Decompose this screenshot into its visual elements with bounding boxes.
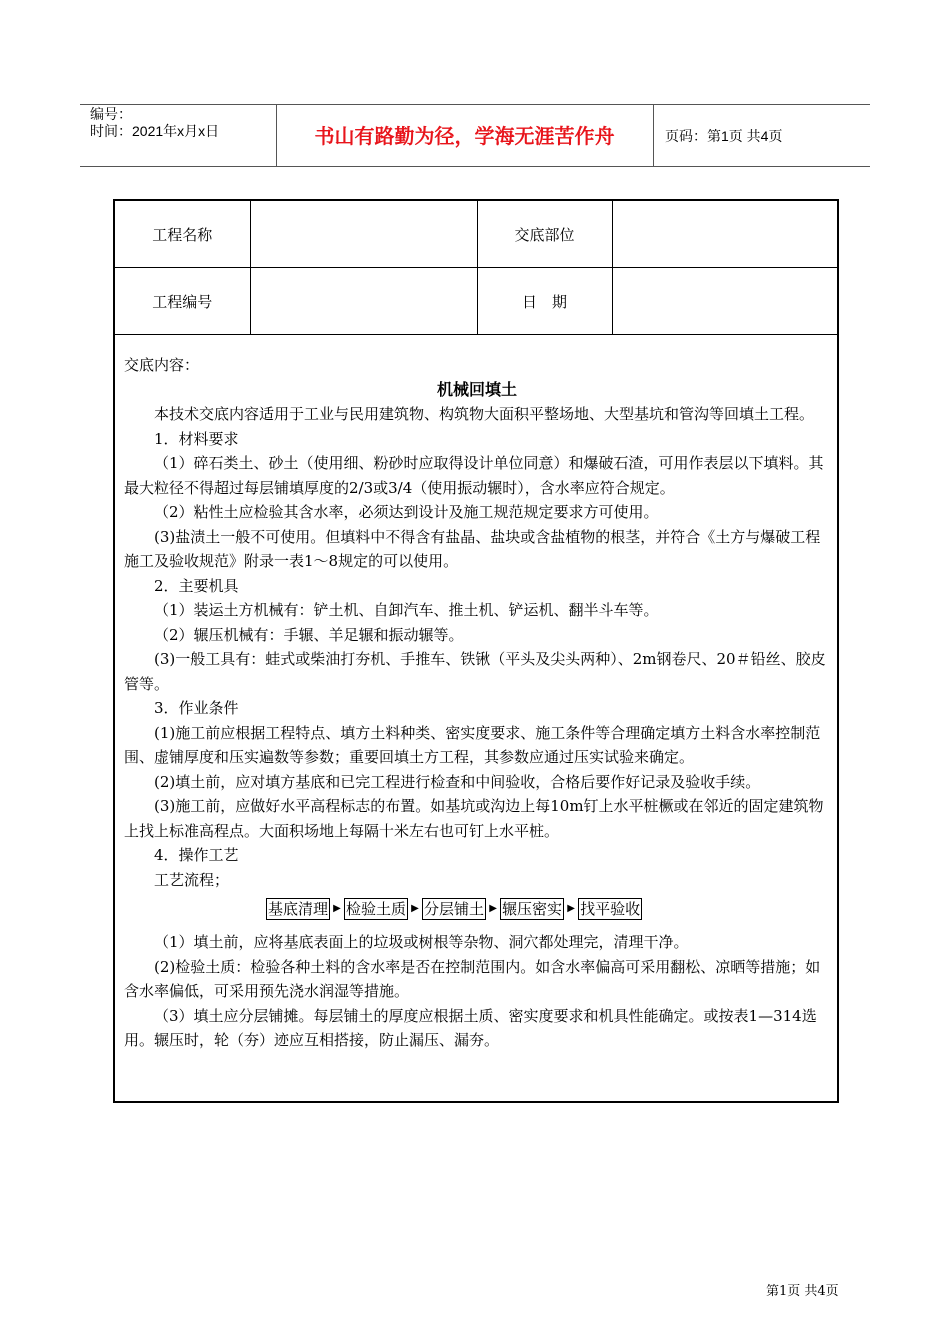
header-page-label: 页码：第1页 共4页 — [665, 128, 783, 144]
flow-step: 基底清理 — [268, 900, 329, 918]
paragraph: (3)一般工具有：蛙式或柴油打夯机、手推车、铁锹（平头及尖头两种）、2m钢卷尺、20＃铅丝、胶皮管等。 — [124, 650, 826, 693]
flow-step: 辗压密实 — [502, 900, 563, 918]
content-label: 交底内容： — [124, 356, 200, 374]
disclosure-form — [113, 199, 839, 1103]
section-heading: 3．作业条件 — [154, 699, 239, 717]
paragraph: 本技术交底内容适用于工业与民用建筑物、构筑物大面积平整场地、大型基坑和管沟等回填土工程。 — [154, 405, 815, 423]
header-time-label: 时间：2021年x月x日 — [90, 123, 220, 139]
paragraph: （1）填土前，应将基底表面上的垃圾或树根等杂物、洞穴都处理完，清理干净。 — [154, 933, 689, 951]
disclosure-part-label: 交底部位 — [477, 201, 612, 268]
arrow-right-icon: ▶ — [489, 902, 497, 914]
paragraph: 工艺流程； — [154, 870, 230, 889]
paragraph: （3）填土应分层铺摊。每层铺土的厚度应根据土质、密实度要求和机具性能确定。或按表1—314选用。辗压时，轮（夯）迹应互相搭接，防止漏压、漏夯。 — [124, 1006, 817, 1049]
flow-step: 找平验收 — [580, 900, 641, 918]
paragraph: (1)施工前应根据工程特点、填方土料种类、密实度要求、施工条件等合理确定填方土料含水率控制范围、虚铺厚度和压实遍数等参数；重要回填土方工程，其参数应通过压实试验来确定。 — [124, 723, 821, 766]
arrow-right-icon: ▶ — [567, 902, 575, 914]
header-bottom-rule — [80, 166, 870, 167]
project-number-value[interactable] — [250, 268, 477, 335]
section-heading: 1．材料要求 — [154, 429, 239, 448]
paragraph: （2）粘性土应检验其含水率，必须达到设计及施工规范规定要求方可使用。 — [154, 503, 659, 521]
arrow-right-icon: ▶ — [333, 902, 341, 914]
header-number-label: 编号： — [90, 106, 132, 122]
header-motto: 书山有路勤为径，学海无涯苦作舟 — [314, 124, 615, 148]
project-number-label: 工程编号 — [115, 268, 250, 335]
flow-step: 检验土质 — [346, 900, 407, 918]
paragraph: (2)检验土质：检验各种土料的含水率是否在控制范围内。如含水率偏高可采用翻松、凉晒等措施；如含水率偏低，可采用预先浇水润湿等措施。 — [124, 957, 821, 1000]
paragraph: (2)填土前，应对填方基底和已完工程进行检查和中间验收，合格后要作好记录及验收手续。 — [154, 772, 761, 791]
arrow-right-icon: ▶ — [411, 902, 419, 914]
paragraph: （2）辗压机械有：手辗、羊足辗和振动辗等。 — [154, 625, 464, 644]
table-row — [115, 201, 837, 268]
content-title: 机械回填土 — [436, 379, 517, 399]
paragraph: (3)盐渍土一般不可使用。但填料中不得含有盐晶、盐块或含盐植物的根茎，并符合《土方与爆破工程施工及验收规范》附录一表1～8规定的可以使用。 — [124, 527, 821, 570]
date-value[interactable] — [612, 268, 837, 335]
header-top-rule — [80, 104, 870, 105]
paragraph: （1）装运土方机械有：铲土机、自卸汽车、推土机、铲运机、翻半斗车等。 — [154, 601, 659, 619]
paragraph: （1）碎石类土、砂土（使用细、粉砂时应取得设计单位同意）和爆破石渣，可用作表层以下填料。其最大粒径不得超过每层铺填厚度的2/3或3/4（使用振动辗时），含水率应符合规定。 — [124, 454, 824, 497]
project-info-table — [115, 201, 837, 335]
footer-page-label: 第1页 共4页 — [766, 1284, 839, 1299]
date-label: 日 期 — [477, 268, 612, 335]
process-flow — [124, 894, 830, 924]
project-name-label: 工程名称 — [115, 201, 250, 268]
section-heading: 2．主要机具 — [154, 576, 239, 595]
paragraph: (3)施工前，应做好水平高程标志的布置。如基坑或沟边上每10m钉上水平桩橛或在邻近的固定建筑物上找上标准高程点。大面积场地上每隔十米左右也可钉上水平桩。 — [124, 797, 824, 840]
disclosure-content — [124, 353, 830, 1053]
header-meta — [90, 106, 219, 140]
flow-step: 分层铺土 — [424, 900, 485, 918]
table-row — [115, 268, 837, 335]
section-heading: 4．操作工艺 — [154, 846, 239, 864]
header-divider-right — [653, 104, 654, 166]
project-name-value[interactable] — [250, 201, 477, 268]
disclosure-part-value[interactable] — [612, 201, 837, 268]
